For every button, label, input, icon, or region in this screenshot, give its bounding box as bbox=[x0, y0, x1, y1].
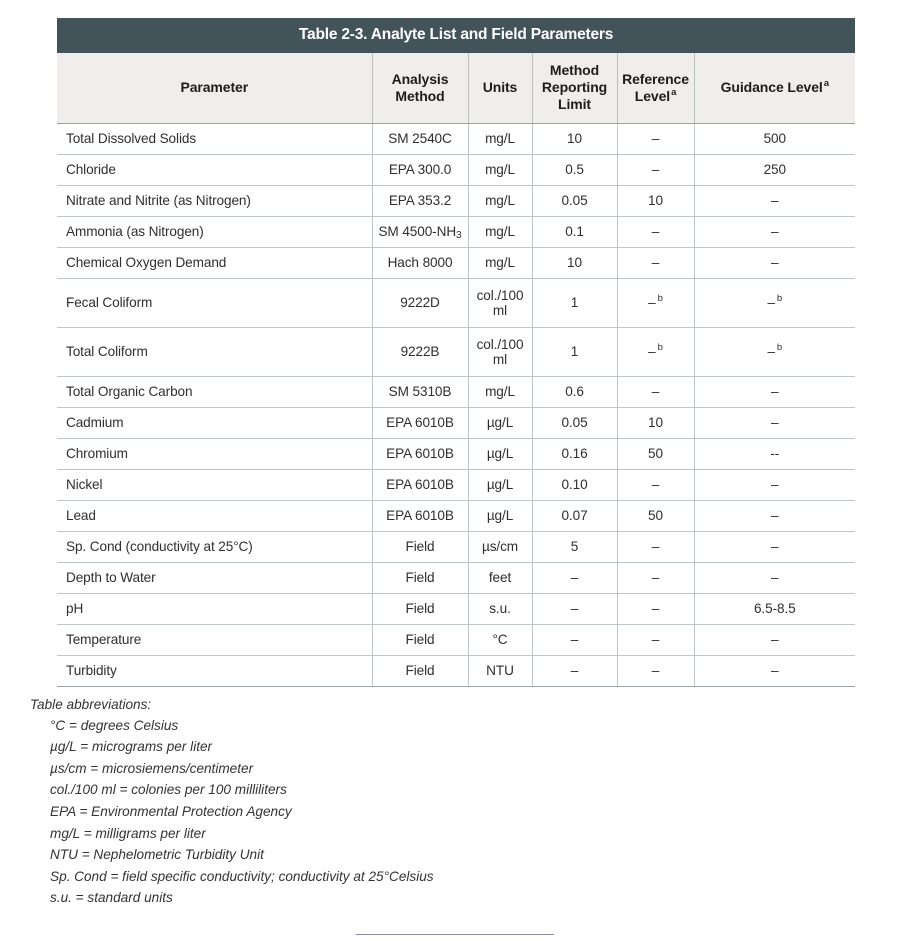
cell-reference-level: – bbox=[617, 248, 694, 279]
cell-reference-level: 50 bbox=[617, 439, 694, 470]
cell-method-reporting-limit: 1 bbox=[532, 328, 617, 377]
table-column-headers bbox=[57, 53, 855, 124]
cell-method-reporting-limit: – bbox=[532, 594, 617, 625]
cell-reference-level: – bbox=[617, 532, 694, 563]
cell-guidance-level: – $^b$ bbox=[694, 328, 855, 377]
table-row bbox=[57, 279, 855, 328]
table-row bbox=[57, 217, 855, 248]
footnote-marker-a: a bbox=[823, 78, 829, 90]
abbreviations-heading: Table abbreviations: bbox=[30, 697, 152, 712]
cell-method-reporting-limit: 0.05 bbox=[532, 408, 617, 439]
cell-guidance-level: – bbox=[694, 625, 855, 656]
cell-method-reporting-limit: 10 bbox=[532, 248, 617, 279]
table-row bbox=[57, 377, 855, 408]
cell-units: µg/L bbox=[468, 439, 532, 470]
column-header-reference-level-label: Reference Level bbox=[622, 70, 689, 104]
column-header-reference-level bbox=[617, 53, 694, 124]
cell-parameter: Nitrate and Nitrite (as Nitrogen) bbox=[57, 186, 372, 217]
column-header-analysis-method-label: Analysis Method bbox=[391, 70, 449, 104]
abbreviation-item: col./100 ml = colonies per 100 milliliters bbox=[50, 782, 287, 798]
cell-method-reporting-limit: 0.16 bbox=[532, 439, 617, 470]
cell-parameter: Total Dissolved Solids bbox=[57, 124, 372, 155]
cell-parameter: Turbidity bbox=[57, 656, 372, 687]
cell-units: µg/L bbox=[468, 501, 532, 532]
cell-guidance-level: – bbox=[694, 377, 855, 408]
cell-guidance-level: -- bbox=[694, 439, 855, 470]
cell-reference-level: – bbox=[617, 656, 694, 687]
cell-guidance-level: 500 bbox=[694, 124, 855, 155]
table-title-row bbox=[57, 18, 855, 53]
cell-analysis-method: Field bbox=[372, 532, 468, 563]
cell-reference-level: – bbox=[617, 217, 694, 248]
abbreviations-list bbox=[30, 719, 690, 905]
cell-analysis-method: Field bbox=[372, 563, 468, 594]
analyte-table bbox=[57, 18, 855, 687]
cell-parameter: pH bbox=[57, 594, 372, 625]
cell-units: mg/L bbox=[468, 217, 532, 248]
cell-guidance-level: – bbox=[694, 186, 855, 217]
cell-reference-level: 10 bbox=[617, 186, 694, 217]
cell-units: feet bbox=[468, 563, 532, 594]
table-row bbox=[57, 248, 855, 279]
cell-method-reporting-limit: – bbox=[532, 656, 617, 687]
cell-units: mg/L bbox=[468, 248, 532, 279]
cell-method-reporting-limit: 10 bbox=[532, 124, 617, 155]
table-row bbox=[57, 563, 855, 594]
cell-guidance-level: – bbox=[694, 217, 855, 248]
cell-reference-level: – bbox=[617, 625, 694, 656]
table-row bbox=[57, 594, 855, 625]
cell-units: col./100 ml bbox=[468, 328, 532, 377]
table-row bbox=[57, 408, 855, 439]
column-header-guidance-level bbox=[694, 53, 855, 124]
cell-parameter: Depth to Water bbox=[57, 563, 372, 594]
column-header-guidance-level-label: Guidance Level bbox=[720, 79, 823, 96]
abbreviation-item: Sp. Cond = field specific conductivity; conductivity at 25°Celsius bbox=[50, 868, 434, 884]
cell-analysis-method: EPA 6010B bbox=[372, 470, 468, 501]
cell-method-reporting-limit: 1 bbox=[532, 279, 617, 328]
cell-reference-level: 50 bbox=[617, 501, 694, 532]
page-bottom-rule bbox=[356, 934, 554, 935]
table-row bbox=[57, 186, 855, 217]
cell-reference-level: – $^b$ bbox=[617, 279, 694, 328]
column-header-analysis-method bbox=[372, 53, 468, 124]
cell-guidance-level: 250 bbox=[694, 155, 855, 186]
cell-reference-level: – bbox=[617, 377, 694, 408]
abbreviation-item: EPA = Environmental Protection Agency bbox=[50, 803, 292, 819]
column-header-method-reporting-limit bbox=[532, 53, 617, 124]
cell-analysis-method: 9222B bbox=[372, 328, 468, 377]
cell-parameter: Temperature bbox=[57, 625, 372, 656]
cell-method-reporting-limit: 5 bbox=[532, 532, 617, 563]
header-row bbox=[57, 53, 855, 124]
cell-analysis-method: Hach 8000 bbox=[372, 248, 468, 279]
cell-parameter: Lead bbox=[57, 501, 372, 532]
cell-method-reporting-limit: 0.5 bbox=[532, 155, 617, 186]
analyte-table-container bbox=[57, 18, 855, 687]
abbreviation-item: mg/L = milligrams per liter bbox=[50, 825, 206, 841]
abbreviation-item: µs/cm = microsiemens/centimeter bbox=[50, 760, 254, 776]
column-header-units-label: Units bbox=[482, 79, 518, 96]
cell-guidance-level: – bbox=[694, 563, 855, 594]
table-abbreviations bbox=[30, 698, 690, 913]
cell-units: µg/L bbox=[468, 408, 532, 439]
abbreviation-item: µg/L = micrograms per liter bbox=[50, 739, 213, 755]
cell-guidance-level: – bbox=[694, 501, 855, 532]
cell-parameter: Chromium bbox=[57, 439, 372, 470]
cell-guidance-level: 6.5-8.5 bbox=[694, 594, 855, 625]
cell-units: mg/L bbox=[468, 155, 532, 186]
cell-units: NTU bbox=[468, 656, 532, 687]
cell-parameter: Fecal Coliform bbox=[57, 279, 372, 328]
cell-guidance-level: – bbox=[694, 470, 855, 501]
cell-analysis-method: EPA 6010B bbox=[372, 501, 468, 532]
cell-reference-level: – bbox=[617, 470, 694, 501]
cell-parameter: Chloride bbox=[57, 155, 372, 186]
column-header-method-reporting-limit-label: Method Reporting Limit bbox=[541, 62, 608, 113]
footnote-marker-a: a bbox=[671, 86, 677, 98]
cell-analysis-method: SM 2540C bbox=[372, 124, 468, 155]
cell-reference-level: – bbox=[617, 563, 694, 594]
cell-reference-level: – $^b$ bbox=[617, 328, 694, 377]
analyte-table-body bbox=[57, 124, 855, 687]
cell-method-reporting-limit: 0.07 bbox=[532, 501, 617, 532]
cell-analysis-method: EPA 353.2 bbox=[372, 186, 468, 217]
cell-method-reporting-limit: 0.1 bbox=[532, 217, 617, 248]
table-row bbox=[57, 532, 855, 563]
cell-parameter: Sp. Cond (conductivity at 25°C) bbox=[57, 532, 372, 563]
cell-method-reporting-limit: – bbox=[532, 625, 617, 656]
table-row bbox=[57, 155, 855, 186]
cell-method-reporting-limit: 0.05 bbox=[532, 186, 617, 217]
cell-reference-level: – bbox=[617, 594, 694, 625]
cell-units: mg/L bbox=[468, 124, 532, 155]
table-row bbox=[57, 470, 855, 501]
abbreviation-item: NTU = Nephelometric Turbidity Unit bbox=[50, 847, 264, 863]
cell-parameter: Nickel bbox=[57, 470, 372, 501]
cell-units: µs/cm bbox=[468, 532, 532, 563]
cell-analysis-method: EPA 6010B bbox=[372, 408, 468, 439]
abbreviation-item: s.u. = standard units bbox=[50, 890, 173, 906]
cell-units: col./100 ml bbox=[468, 279, 532, 328]
cell-guidance-level: – $^b$ bbox=[694, 279, 855, 328]
column-header-units bbox=[468, 53, 532, 124]
cell-analysis-method: SM 5310B bbox=[372, 377, 468, 408]
cell-parameter: Chemical Oxygen Demand bbox=[57, 248, 372, 279]
column-header-parameter-label: Parameter bbox=[180, 79, 249, 96]
cell-analysis-method: Field bbox=[372, 594, 468, 625]
cell-guidance-level: – bbox=[694, 408, 855, 439]
cell-guidance-level: – bbox=[694, 656, 855, 687]
cell-guidance-level: – bbox=[694, 248, 855, 279]
cell-analysis-method: Field bbox=[372, 656, 468, 687]
table-row bbox=[57, 656, 855, 687]
cell-parameter: Total Coliform bbox=[57, 328, 372, 377]
table-row bbox=[57, 328, 855, 377]
cell-parameter: Cadmium bbox=[57, 408, 372, 439]
table-title: Table 2-3. Analyte List and Field Parameters bbox=[57, 18, 855, 53]
cell-analysis-method: SM $4500-NH_3$ bbox=[372, 217, 468, 248]
cell-guidance-level: – bbox=[694, 532, 855, 563]
cell-analysis-method: 9222D bbox=[372, 279, 468, 328]
cell-analysis-method: EPA 300.0 bbox=[372, 155, 468, 186]
cell-method-reporting-limit: – bbox=[532, 563, 617, 594]
cell-method-reporting-limit: 0.10 bbox=[532, 470, 617, 501]
cell-parameter: Ammonia (as Nitrogen) bbox=[57, 217, 372, 248]
cell-method-reporting-limit: 0.6 bbox=[532, 377, 617, 408]
cell-units: s.u. bbox=[468, 594, 532, 625]
cell-reference-level: 10 bbox=[617, 408, 694, 439]
abbreviation-item: °C = degrees Celsius bbox=[50, 717, 179, 733]
cell-reference-level: – bbox=[617, 155, 694, 186]
table-row bbox=[57, 501, 855, 532]
column-header-parameter bbox=[57, 53, 372, 124]
cell-units: mg/L bbox=[468, 377, 532, 408]
cell-units: °C bbox=[468, 625, 532, 656]
cell-units: mg/L bbox=[468, 186, 532, 217]
cell-analysis-method: EPA 6010B bbox=[372, 439, 468, 470]
cell-analysis-method: Field bbox=[372, 625, 468, 656]
table-row bbox=[57, 625, 855, 656]
table-row bbox=[57, 439, 855, 470]
cell-units: µg/L bbox=[468, 470, 532, 501]
table-row bbox=[57, 124, 855, 155]
cell-parameter: Total Organic Carbon bbox=[57, 377, 372, 408]
cell-reference-level: – bbox=[617, 124, 694, 155]
